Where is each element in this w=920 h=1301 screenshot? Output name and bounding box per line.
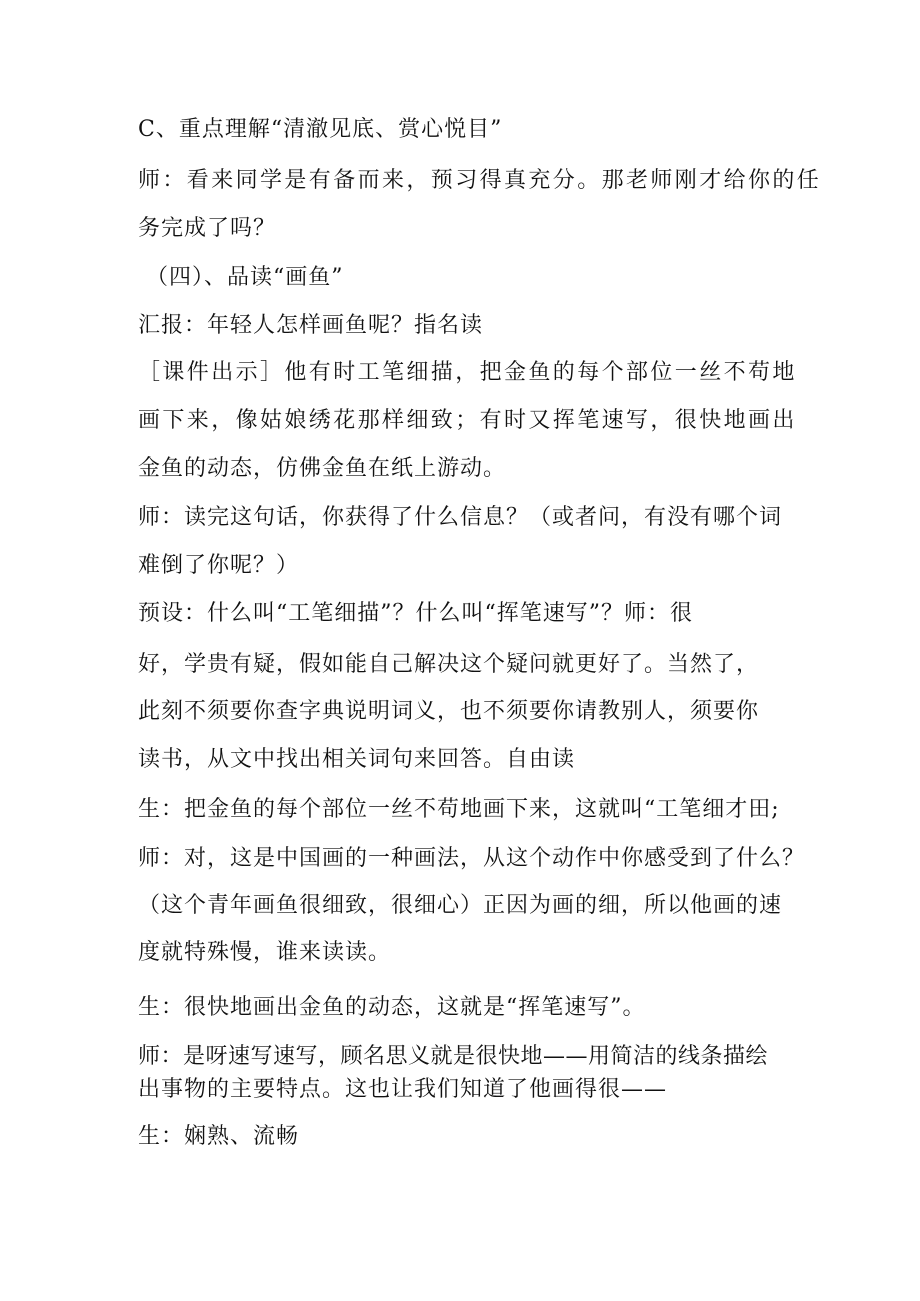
courseware-line: ［课件出示］他有时工笔细描，把金鱼的每个部位一丝不苟地 bbox=[138, 360, 797, 385]
teacher-line: 师：对，这是中国画的一种画法，从这个动作中你感受到了什么？ bbox=[138, 846, 806, 871]
teacher-question-line-end: 难倒了你呢？） bbox=[138, 553, 300, 578]
student-line: 生：娴熟、流畅 bbox=[138, 1124, 300, 1149]
preset-line-end: 读书，从文中找出相关词句来回答。自由读 bbox=[138, 747, 576, 772]
section-c-heading: C、重点理解“清澈见底、赏心悦目” bbox=[138, 117, 503, 142]
courseware-line-continued: 画下来，像姑娘绣花那样细致；有时又挥笔速写，很快地画出 bbox=[138, 408, 797, 433]
teacher-question-line: 师：读完这句话，你获得了什么信息？（或者问，有没有哪个词 bbox=[138, 505, 783, 530]
teacher-line-end: 度就特殊慢，谁来读读。 bbox=[138, 940, 392, 965]
student-line: 生：把金鱼的每个部位一丝不苟地画下来，这就叫“工笔细才田; bbox=[138, 797, 780, 822]
courseware-line-end: 金鱼的动态，仿佛金鱼在纸上游动。 bbox=[138, 456, 507, 481]
student-line: 生：很快地画出金鱼的动态，这就是“挥笔速写”。 bbox=[138, 995, 646, 1020]
teacher-line-continued: 出事物的主要特点。这也让我们知道了他画得很—— bbox=[138, 1077, 668, 1102]
teacher-line: 师：是呀速写速写，顾名思义就是很快地——用简洁的线条描绘 bbox=[138, 1044, 769, 1069]
teacher-line: 师：看来同学是有备而来，预习得真充分。那老师刚才给你的任 bbox=[138, 168, 822, 193]
report-line: 汇报：年轻人怎样画鱼呢？指名读 bbox=[138, 313, 484, 338]
teacher-line-continued: 务完成了吗？ bbox=[138, 216, 277, 241]
section-four-heading: （四）、品读“画鱼” bbox=[146, 265, 344, 290]
preset-line-continued: 好，学贵有疑，假如能自己解决这个疑问就更好了。当然了， bbox=[138, 652, 760, 677]
preset-line-continued: 此刻不须要你查字典说明词义，也不须要你请教别人，须要你 bbox=[138, 699, 760, 724]
preset-line: 预设：什么叫“工笔细描”？什么叫“挥笔速写”？师：很 bbox=[138, 601, 693, 626]
teacher-line-continued: （这个青年画鱼很细致，很细心）正因为画的细，所以他画的速 bbox=[138, 893, 783, 918]
